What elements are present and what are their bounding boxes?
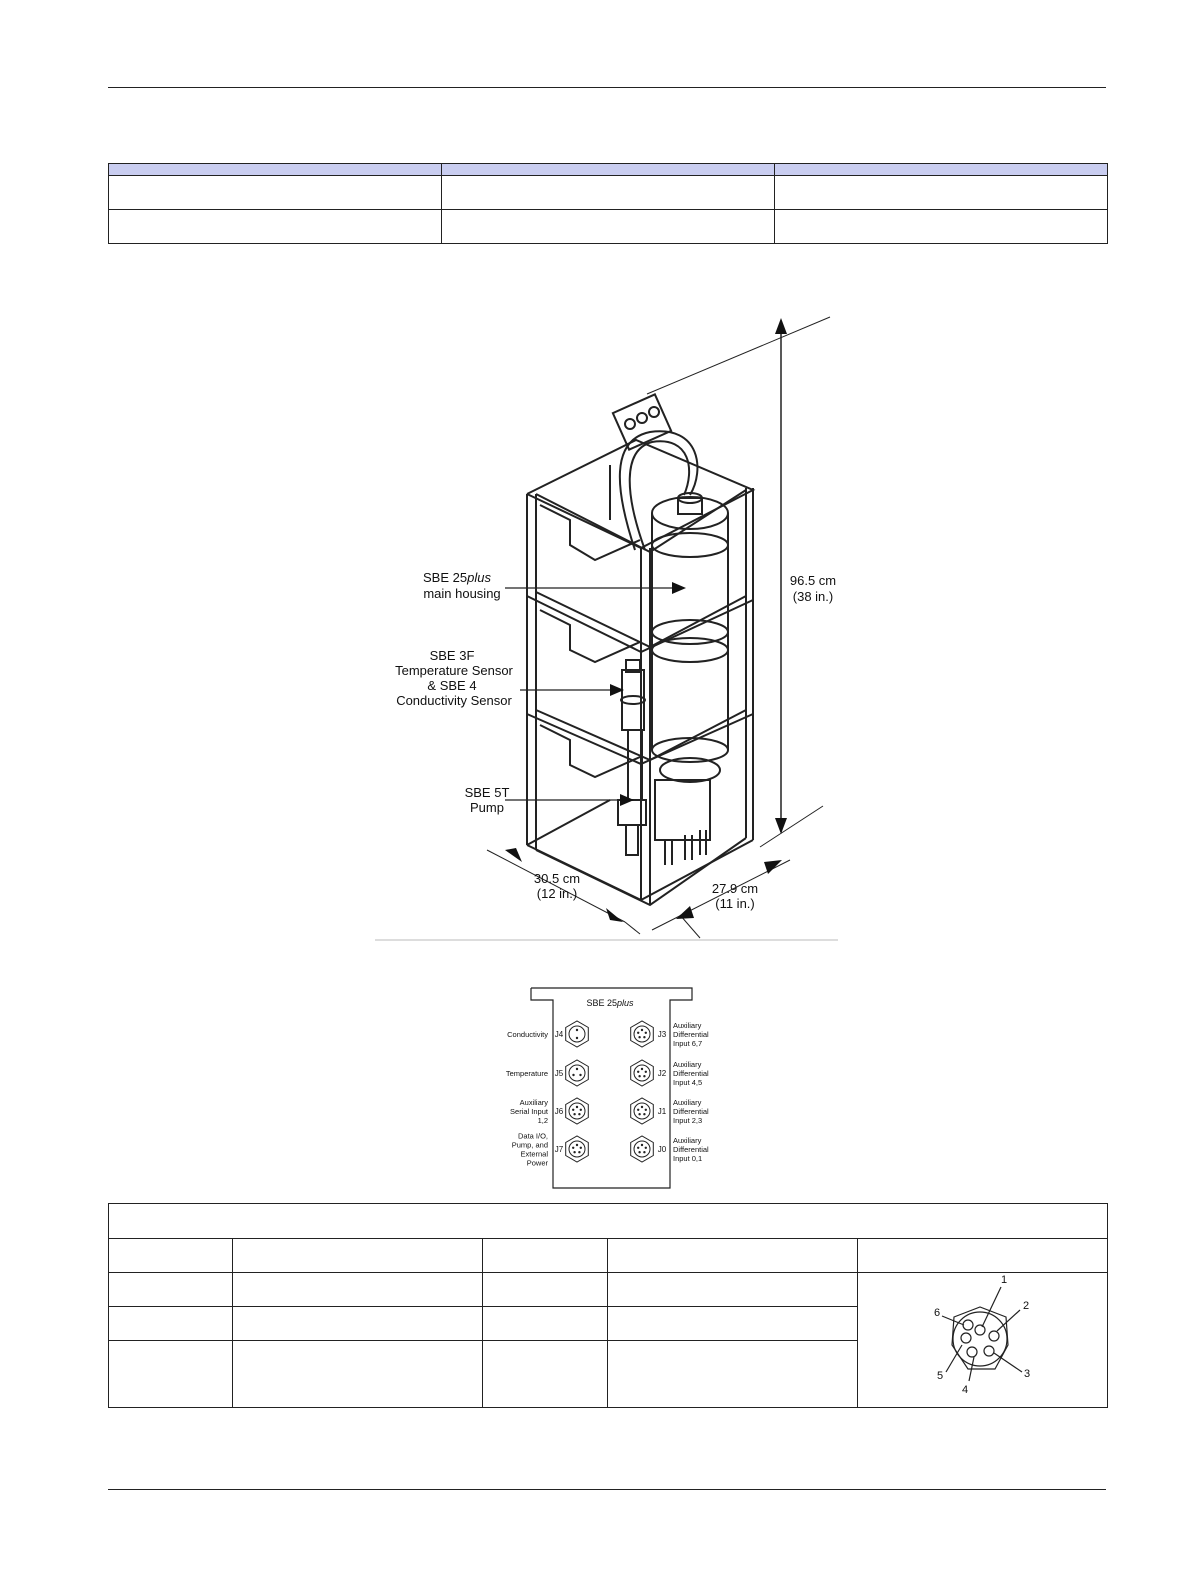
connector-left-3 xyxy=(566,1136,589,1162)
header-rule xyxy=(108,87,1106,88)
connector-label-J3: Input 6,7 xyxy=(673,1039,703,1048)
connector-label-J3: Differential xyxy=(673,1030,709,1039)
connector-right-3 xyxy=(631,1021,654,1047)
height-label-line2: (38 in.) xyxy=(792,589,834,604)
pin-label-4: 4 xyxy=(961,1384,969,1396)
connector-left-0 xyxy=(566,1021,589,1047)
connector-id-J7: J7 xyxy=(554,1145,564,1154)
connector-table xyxy=(108,1203,1108,1408)
connector-label-J7: External xyxy=(520,1149,548,1159)
sensor-label-line2: Temperature Sensor xyxy=(395,663,513,678)
footer-rule xyxy=(108,1489,1106,1490)
connector-id-J1: J1 xyxy=(657,1107,667,1116)
pin-label-1: 1 xyxy=(1000,1274,1008,1286)
connector-pinout-diagram xyxy=(858,1273,1106,1407)
sensor-label-line3: & SBE 4 xyxy=(427,678,477,693)
sensor-label-line4: Conductivity Sensor xyxy=(396,693,512,708)
sensor-label-line1: SBE 3F xyxy=(429,648,475,663)
connector-right-3 xyxy=(631,1136,654,1162)
connector-label-J3: Auxiliary xyxy=(673,1021,702,1030)
connector-label-J1: Input 2,3 xyxy=(673,1116,703,1125)
pinout-cell xyxy=(858,1273,1108,1408)
connector-label-J5: Temperature xyxy=(505,1069,548,1078)
connector-label-J7: Data I/O, xyxy=(517,1131,548,1141)
pin-label-3: 3 xyxy=(1023,1368,1031,1380)
connector-label-J6: 1,2 xyxy=(537,1116,548,1125)
table-header-row xyxy=(109,164,1108,176)
connector-label-J1: Differential xyxy=(673,1107,709,1116)
table-header-row xyxy=(109,1239,1108,1273)
housing-label-line2: main housing xyxy=(423,586,501,601)
left-connector-column xyxy=(506,1021,588,1168)
connector-label-J6: Serial Input xyxy=(510,1107,548,1116)
connector-label-J4: Conductivity xyxy=(507,1030,548,1039)
pump-label-line2: Pump xyxy=(470,800,504,815)
connector-right-3 xyxy=(631,1098,654,1124)
connector-id-J4: J4 xyxy=(554,1030,564,1039)
connector-left-2 xyxy=(566,1098,589,1124)
connector-label-J2: Differential xyxy=(673,1069,709,1078)
connector-left-1 xyxy=(566,1060,589,1086)
table-row xyxy=(109,210,1108,244)
connector-right-3 xyxy=(631,1060,654,1086)
connector-id-J6: J6 xyxy=(554,1107,564,1116)
connector-label-J1: Auxiliary xyxy=(673,1098,702,1107)
table-caption-row xyxy=(109,1204,1108,1239)
connector-label-J7: Power xyxy=(526,1158,548,1168)
pump-label-line1: SBE 5T xyxy=(464,785,510,800)
connector-id-J0: J0 xyxy=(657,1145,667,1154)
connector-id-J5: J5 xyxy=(554,1069,564,1078)
pin-label-6: 6 xyxy=(933,1307,941,1319)
depth-label-line1: 27.9 cm xyxy=(711,881,759,896)
connector-label-J0: Auxiliary xyxy=(673,1136,702,1145)
cage-figure xyxy=(375,310,840,945)
connector-label-J7: Pump, and xyxy=(511,1140,548,1150)
connector-label-J0: Input 0,1 xyxy=(673,1154,703,1163)
pin-label-2: 2 xyxy=(1022,1300,1030,1312)
table-row xyxy=(109,1273,1108,1307)
connector-label-J0: Differential xyxy=(673,1145,709,1154)
depth-label-line2: (11 in.) xyxy=(715,896,755,911)
end-cap-title: SBE 25plus xyxy=(586,998,634,1008)
connector-id-J2: J2 xyxy=(657,1069,667,1078)
connector-label-J6: Auxiliary xyxy=(519,1098,548,1107)
spec-table xyxy=(108,163,1108,244)
connector-label-J2: Input 4,5 xyxy=(673,1078,703,1087)
connector-label-J2: Auxiliary xyxy=(673,1060,702,1069)
end-cap-figure xyxy=(495,985,715,1190)
width-label-line2: (12 in.) xyxy=(536,886,578,901)
height-label-line1: 96.5 cm xyxy=(789,573,837,588)
table-row xyxy=(109,176,1108,210)
housing-label: SBE 25plus xyxy=(423,570,491,585)
pin-label-5: 5 xyxy=(936,1370,944,1382)
width-label-line1: 30.5 cm xyxy=(533,871,581,886)
connector-id-J3: J3 xyxy=(657,1030,667,1039)
